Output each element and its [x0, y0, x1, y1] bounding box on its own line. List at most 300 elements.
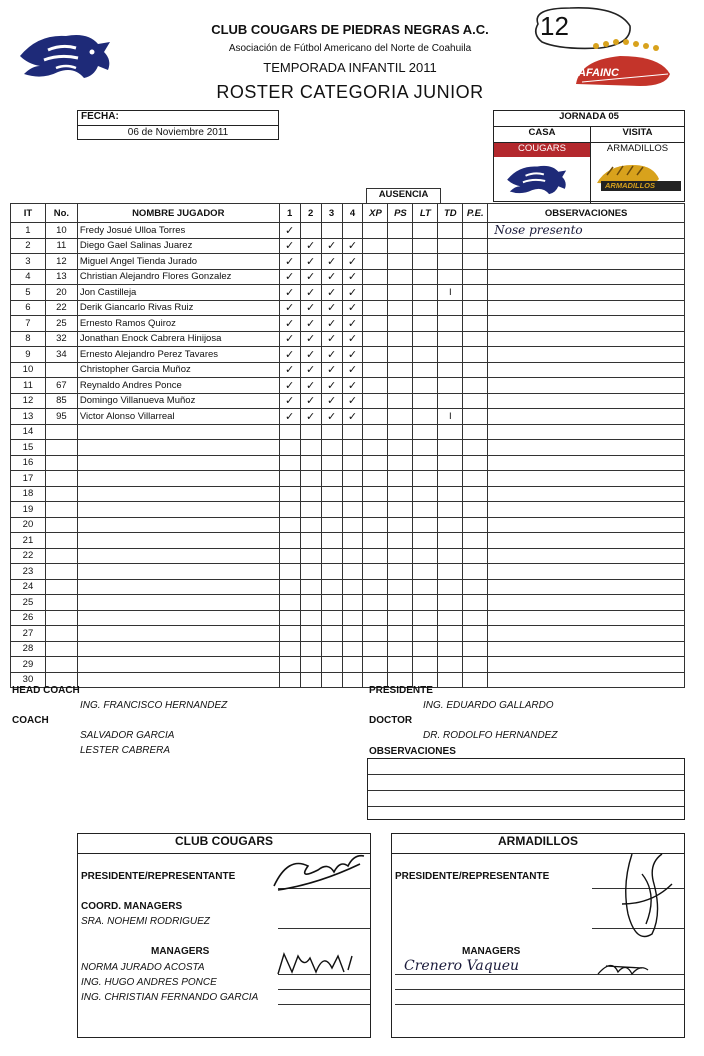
table-row [11, 626, 685, 642]
row-q2 [300, 424, 321, 440]
row-xp [363, 610, 388, 626]
check-icon: ✓ [342, 347, 363, 363]
row-q4 [342, 548, 363, 564]
row-xp [363, 424, 388, 440]
row-ps [388, 285, 413, 301]
row-q3 [321, 502, 342, 518]
jornada-label: JORNADA 05 [494, 111, 684, 127]
row-observaciones [488, 393, 685, 409]
row-ps [388, 579, 413, 595]
row-pe [463, 564, 488, 580]
check-icon: ✓ [321, 285, 342, 301]
table-row [11, 393, 685, 409]
row-q3 [321, 641, 342, 657]
row-pe [463, 641, 488, 657]
row-it: 28 [11, 641, 46, 657]
check-icon: ✓ [300, 409, 321, 425]
row-player-name: Diego Gael Salinas Juarez [77, 238, 279, 254]
row-it: 17 [11, 471, 46, 487]
table-row [11, 316, 685, 332]
row-q3 [321, 579, 342, 595]
row-player-name [77, 564, 279, 580]
check-icon: ✓ [300, 393, 321, 409]
row-lt [413, 548, 438, 564]
row-observaciones [488, 269, 685, 285]
doctor-label: DOCTOR [369, 715, 413, 726]
row-number [45, 579, 77, 595]
row-xp [363, 300, 388, 316]
check-icon: ✓ [279, 409, 300, 425]
row-observaciones [488, 409, 685, 425]
row-q2 [300, 223, 321, 239]
row-number [45, 548, 77, 564]
row-xp [363, 223, 388, 239]
row-player-name: Derik Giancarlo Rivas Ruiz [77, 300, 279, 316]
check-icon: ✓ [300, 285, 321, 301]
row-observaciones [488, 502, 685, 518]
row-player-name [77, 455, 279, 471]
row-q1 [279, 533, 300, 549]
row-q4 [342, 657, 363, 673]
row-it: 26 [11, 610, 46, 626]
table-row [11, 455, 685, 471]
check-icon: ✓ [279, 300, 300, 316]
row-ps [388, 486, 413, 502]
row-q2 [300, 548, 321, 564]
row-observaciones [488, 331, 685, 347]
coach-name-1: SALVADOR GARCIA [80, 730, 175, 741]
row-td [438, 300, 463, 316]
check-icon: ✓ [300, 378, 321, 394]
doctor-name: DR. RODOLFO HERNANDEZ [423, 730, 558, 741]
check-icon: ✓ [342, 378, 363, 394]
row-q1 [279, 455, 300, 471]
row-pe [463, 300, 488, 316]
row-xp [363, 595, 388, 611]
row-player-name [77, 440, 279, 456]
col-pe: P.E. [463, 204, 488, 223]
row-lt [413, 424, 438, 440]
row-lt [413, 579, 438, 595]
row-td [438, 517, 463, 533]
head-coach-label: HEAD COACH [12, 685, 80, 696]
row-player-name: Christian Alejandro Flores Gonzalez [77, 269, 279, 285]
row-observaciones [488, 440, 685, 456]
row-number: 85 [45, 393, 77, 409]
row-td [438, 440, 463, 456]
row-q3 [321, 223, 342, 239]
cougars-manager-1: NORMA JURADO ACOSTA [81, 962, 205, 973]
coach-label: COACH [12, 715, 49, 726]
row-it: 19 [11, 502, 46, 518]
visita-label: VISITA [622, 127, 653, 138]
row-xp [363, 440, 388, 456]
row-observaciones [488, 362, 685, 378]
row-td [438, 657, 463, 673]
row-ps [388, 626, 413, 642]
visita-team: ARMADILLOS [606, 143, 669, 154]
row-player-name: Jonathan Enock Cabrera Hinijosa [77, 331, 279, 347]
cougar-paw-logo-icon [18, 26, 113, 84]
row-observaciones [488, 285, 685, 301]
row-pe [463, 223, 488, 239]
row-player-name: Ernesto Alejandro Perez Tavares [77, 347, 279, 363]
signature-armadillos-manager [592, 954, 652, 985]
row-pe [463, 471, 488, 487]
row-observaciones [488, 424, 685, 440]
row-td [438, 595, 463, 611]
row-lt [413, 362, 438, 378]
col-q1: 1 [279, 204, 300, 223]
check-icon: ✓ [342, 331, 363, 347]
season-title: TEMPORADA INFANTIL 2011 [263, 60, 437, 75]
row-ps [388, 269, 413, 285]
row-lt [413, 331, 438, 347]
check-icon: ✓ [300, 254, 321, 270]
row-q4 [342, 610, 363, 626]
check-icon: ✓ [321, 316, 342, 332]
row-it: 9 [11, 347, 46, 363]
row-ps [388, 362, 413, 378]
col-q3: 3 [321, 204, 342, 223]
head-coach-name: ING. FRANCISCO HERNANDEZ [80, 700, 228, 711]
table-row [11, 347, 685, 363]
row-pe [463, 455, 488, 471]
row-q2 [300, 471, 321, 487]
armadillos-logo-icon [591, 157, 684, 197]
row-number: 32 [45, 331, 77, 347]
row-it: 11 [11, 378, 46, 394]
row-it: 21 [11, 533, 46, 549]
row-q4 [342, 641, 363, 657]
row-q1 [279, 440, 300, 456]
row-ps [388, 440, 413, 456]
row-q4 [342, 424, 363, 440]
row-it: 12 [11, 393, 46, 409]
row-xp [363, 657, 388, 673]
row-q4 [342, 455, 363, 471]
row-xp [363, 254, 388, 270]
row-xp [363, 548, 388, 564]
col-no: No. [45, 204, 77, 223]
check-icon: ✓ [321, 300, 342, 316]
armadillos-managers-label: MANAGERS [462, 946, 521, 957]
row-q2 [300, 672, 321, 688]
table-row [11, 595, 685, 611]
row-q1 [279, 672, 300, 688]
row-q3 [321, 517, 342, 533]
row-player-name: Christopher Garcia Muñoz [77, 362, 279, 378]
row-q2 [300, 657, 321, 673]
row-td [438, 223, 463, 239]
row-lt [413, 300, 438, 316]
row-td: I [438, 409, 463, 425]
row-q4 [342, 517, 363, 533]
row-q4 [342, 579, 363, 595]
check-icon: ✓ [300, 316, 321, 332]
row-q1 [279, 517, 300, 533]
row-ps [388, 548, 413, 564]
row-q1 [279, 502, 300, 518]
row-xp [363, 486, 388, 502]
row-number [45, 641, 77, 657]
row-lt [413, 471, 438, 487]
check-icon: ✓ [279, 378, 300, 394]
check-icon: ✓ [321, 378, 342, 394]
col-xp: XP [363, 204, 388, 223]
check-icon: ✓ [279, 316, 300, 332]
table-row [11, 223, 685, 239]
row-q4 [342, 502, 363, 518]
col-nombre: NOMBRE JUGADOR [77, 204, 279, 223]
signature-armadillos-president [602, 844, 682, 959]
row-player-name: Victor Alonso Villarreal [77, 409, 279, 425]
row-pe [463, 610, 488, 626]
row-pe [463, 254, 488, 270]
coach-name-2: LESTER CABRERA [80, 745, 171, 756]
row-player-name [77, 672, 279, 688]
row-lt [413, 254, 438, 270]
row-pe [463, 579, 488, 595]
sign-cougars-title: CLUB COUGARS [78, 834, 370, 854]
row-player-name [77, 657, 279, 673]
row-xp [363, 579, 388, 595]
row-observaciones [488, 595, 685, 611]
row-q4 [342, 564, 363, 580]
row-q2 [300, 502, 321, 518]
check-icon: ✓ [279, 238, 300, 254]
row-observaciones [488, 486, 685, 502]
row-player-name: Miguel Angel Tienda Jurado [77, 254, 279, 270]
row-q3 [321, 610, 342, 626]
row-lt [413, 502, 438, 518]
row-lt [413, 378, 438, 394]
row-td: I [438, 285, 463, 301]
row-td [438, 471, 463, 487]
table-row [11, 579, 685, 595]
row-q3 [321, 440, 342, 456]
row-xp [363, 347, 388, 363]
fecha-box [77, 110, 279, 140]
row-observaciones [488, 641, 685, 657]
row-player-name: Reynaldo Andres Ponce [77, 378, 279, 394]
row-q3 [321, 455, 342, 471]
row-ps [388, 471, 413, 487]
row-number: 10 [45, 223, 77, 239]
col-ps: PS [388, 204, 413, 223]
row-td [438, 610, 463, 626]
table-row [11, 657, 685, 673]
row-td [438, 672, 463, 688]
row-q1 [279, 610, 300, 626]
row-ps [388, 316, 413, 332]
table-row [11, 502, 685, 518]
row-it: 6 [11, 300, 46, 316]
armadillos-manager-handwritten: Crenero Vaqueu [404, 958, 520, 974]
row-td [438, 269, 463, 285]
row-ps [388, 300, 413, 316]
row-td [438, 486, 463, 502]
row-lt [413, 641, 438, 657]
row-q4 [342, 626, 363, 642]
check-icon: ✓ [300, 269, 321, 285]
table-row [11, 471, 685, 487]
row-number: 12 [45, 254, 77, 270]
row-pe [463, 238, 488, 254]
presidente-label: PRESIDENTE [369, 685, 433, 696]
row-ps [388, 238, 413, 254]
row-ps [388, 564, 413, 580]
row-lt [413, 269, 438, 285]
row-q1 [279, 595, 300, 611]
row-observaciones [488, 316, 685, 332]
row-q4 [342, 595, 363, 611]
row-pe [463, 269, 488, 285]
row-player-name: Fredy Josué Ulloa Torres [77, 223, 279, 239]
row-number: 20 [45, 285, 77, 301]
col-observaciones: OBSERVACIONES [488, 204, 685, 223]
row-q3 [321, 486, 342, 502]
row-q3 [321, 424, 342, 440]
sign-armadillos-title: ARMADILLOS [392, 834, 684, 854]
col-q4: 4 [342, 204, 363, 223]
row-pe [463, 316, 488, 332]
row-xp [363, 641, 388, 657]
table-row [11, 300, 685, 316]
row-pe [463, 331, 488, 347]
check-icon: ✓ [342, 285, 363, 301]
check-icon: ✓ [321, 347, 342, 363]
row-it: 20 [11, 517, 46, 533]
row-ps [388, 393, 413, 409]
row-q2 [300, 595, 321, 611]
row-number [45, 657, 77, 673]
handwritten-number: 12 [540, 11, 569, 41]
row-ps [388, 223, 413, 239]
check-icon: ✓ [300, 238, 321, 254]
observaciones-box[interactable] [367, 758, 685, 820]
row-td [438, 533, 463, 549]
row-ps [388, 533, 413, 549]
table-row [11, 564, 685, 580]
row-player-name: Jon Castilleja [77, 285, 279, 301]
row-xp [363, 238, 388, 254]
row-td [438, 238, 463, 254]
row-xp [363, 285, 388, 301]
row-number: 67 [45, 378, 77, 394]
row-q2 [300, 517, 321, 533]
row-lt [413, 440, 438, 456]
row-it: 7 [11, 316, 46, 332]
row-player-name: Ernesto Ramos Quiroz [77, 316, 279, 332]
check-icon: ✓ [342, 254, 363, 270]
check-icon: ✓ [321, 269, 342, 285]
row-q1 [279, 657, 300, 673]
row-lt [413, 316, 438, 332]
row-td [438, 393, 463, 409]
check-icon: ✓ [279, 254, 300, 270]
row-pe [463, 626, 488, 642]
row-pe [463, 285, 488, 301]
table-row [11, 285, 685, 301]
row-q2 [300, 564, 321, 580]
row-observaciones [488, 378, 685, 394]
row-number [45, 486, 77, 502]
row-q3 [321, 564, 342, 580]
row-xp [363, 517, 388, 533]
cougar-small-logo-icon [494, 157, 590, 206]
check-icon: ✓ [321, 331, 342, 347]
row-ps [388, 331, 413, 347]
row-q4 [342, 471, 363, 487]
signature-cougars-president [268, 846, 368, 901]
row-xp [363, 331, 388, 347]
armadillos-pres-label: PRESIDENTE/REPRESENTANTE [395, 871, 550, 882]
row-q1 [279, 564, 300, 580]
row-pe [463, 657, 488, 673]
row-q2 [300, 610, 321, 626]
check-icon: ✓ [279, 269, 300, 285]
row-q4 [342, 223, 363, 239]
table-row [11, 440, 685, 456]
check-icon: ✓ [279, 223, 300, 239]
col-lt: LT [413, 204, 438, 223]
cougars-managers-label: MANAGERS [151, 946, 210, 957]
row-q3 [321, 533, 342, 549]
row-lt [413, 517, 438, 533]
row-ps [388, 254, 413, 270]
row-number: 22 [45, 300, 77, 316]
row-observaciones [488, 579, 685, 595]
row-observaciones [488, 610, 685, 626]
row-number [45, 455, 77, 471]
row-pe [463, 502, 488, 518]
cougars-manager-3: ING. CHRISTIAN FERNANDO GARCIA [81, 992, 259, 1003]
row-number [45, 595, 77, 611]
check-icon: ✓ [300, 347, 321, 363]
row-q1 [279, 548, 300, 564]
table-row [11, 269, 685, 285]
check-icon: ✓ [279, 331, 300, 347]
row-ps [388, 641, 413, 657]
row-lt [413, 455, 438, 471]
armadillos-logo-text: ARMADILLOS [605, 181, 655, 190]
row-lt [413, 238, 438, 254]
row-lt [413, 595, 438, 611]
row-player-name [77, 517, 279, 533]
row-xp [363, 362, 388, 378]
row-player-name [77, 610, 279, 626]
row-ps [388, 595, 413, 611]
row-lt [413, 486, 438, 502]
row-xp [363, 502, 388, 518]
row-pe [463, 347, 488, 363]
association-name: Asociación de Fútbol Americano del Norte de Coahuila [228, 43, 472, 54]
row-it: 3 [11, 254, 46, 270]
row-lt [413, 347, 438, 363]
row-td [438, 347, 463, 363]
check-icon: ✓ [342, 269, 363, 285]
row-it: 10 [11, 362, 46, 378]
row-xp [363, 564, 388, 580]
row-pe [463, 486, 488, 502]
cougars-pres-label: PRESIDENTE/REPRESENTANTE [81, 871, 236, 882]
row-it: 16 [11, 455, 46, 471]
row-td [438, 564, 463, 580]
row-observaciones [488, 657, 685, 673]
casa-team: COUGARS [494, 143, 590, 157]
row-player-name [77, 486, 279, 502]
